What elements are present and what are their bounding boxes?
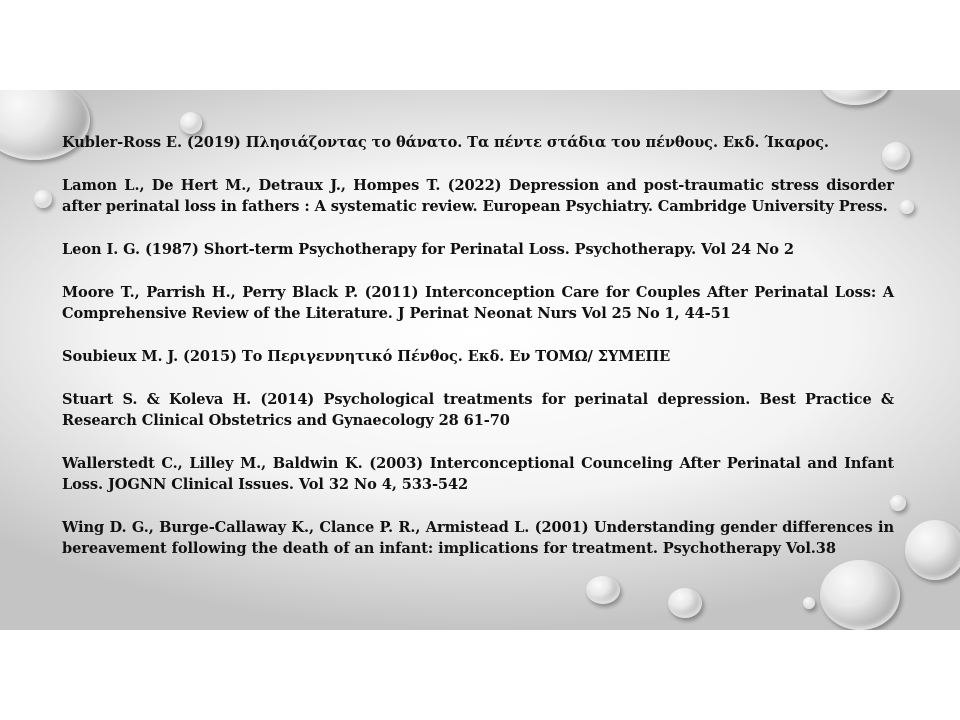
top-margin	[0, 0, 960, 90]
reference-entry: Soubieux M. J. (2015) Το Περιγεννητικό Πένθος. Εκδ. Εν ΤΟΜΩ/ ΣΥΜΕΠΕ	[62, 348, 671, 365]
reference-entry: Leon I. G. (1987) Short-term Psychotherapy for Perinatal Loss. Psychotherapy. Vol 24 No 2	[62, 241, 794, 258]
water-drop-decoration	[905, 520, 960, 580]
water-drop-decoration	[180, 112, 202, 134]
water-drop-decoration	[820, 90, 890, 105]
water-drop-decoration	[900, 200, 914, 214]
reference-entry: Wing D. G., Burge-Callaway K., Clance P. R., Armistead L. (2001) Understanding gender differences in bereavement following the death of an infant: implications for treatment. Psychotherapy Vol.38	[62, 519, 894, 557]
reference-entry: Kubler-Ross E. (2019) Πλησιάζοντας το θάνατο. Τα πέντε στάδια του πένθους. Εκδ. Ίκαρος.	[62, 134, 829, 151]
reference-entry: Wallerstedt C., Lilley M., Baldwin K. (2003) Interconceptional Counceling After Perinatal and Infant Loss. JOGNN Clinical Issues. Vol 32 No 4, 533-542	[62, 455, 894, 493]
water-drop-decoration	[668, 588, 702, 618]
water-drop-decoration	[803, 597, 815, 609]
water-drop-decoration	[34, 190, 52, 208]
reference-list	[62, 132, 894, 581]
bottom-margin	[0, 630, 960, 720]
reference-entry: Moore T., Parrish H., Perry Black P. (2011) Interconception Care for Couples After Perinatal Loss: A Comprehensive Review of the Literature. J Perinat Neonat Nurs Vol 25 No 1, 44-51	[62, 284, 894, 322]
reference-entry: Lamon L., De Hert M., Detraux J., Hompes T. (2022) Depression and post-traumatic stress disorder after perinatal loss in fathers : A systematic review. European Psychiatry. Cambridge University Press.	[62, 177, 894, 215]
reference-entry: Stuart S. & Koleva H. (2014) Psychological treatments for perinatal depression. Best Practice & Research Clinical Obstetrics and Gynaecology 28 61-70	[62, 391, 894, 429]
